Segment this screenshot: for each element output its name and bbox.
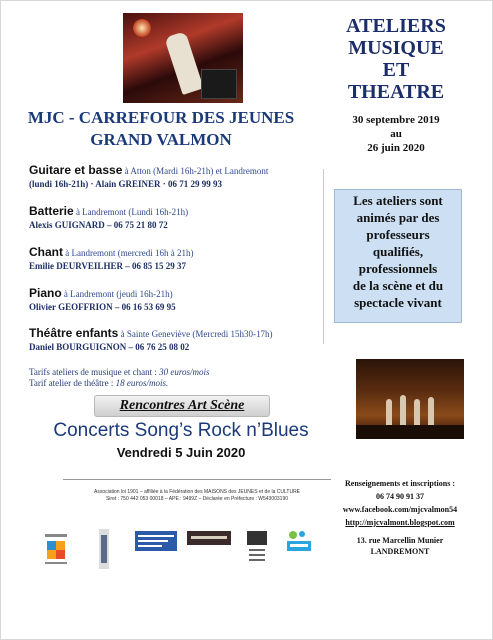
event-banner: Rencontres Art Scène: [94, 395, 270, 417]
partner-logo-vertical: [97, 529, 111, 569]
actor-figure: [400, 395, 406, 425]
atelier-contact: Alexis GUIGNARD – 06 75 21 80 72: [29, 220, 168, 230]
partner-logo-la-fede: [41, 531, 71, 567]
contact-phone: 06 74 90 91 37: [376, 492, 424, 501]
atelier-name: Piano: [29, 286, 62, 300]
info-line: spectacle vivant: [354, 295, 442, 310]
pricing-theatre: [29, 378, 329, 389]
info-line: professeurs: [366, 227, 430, 242]
blog-link[interactable]: http://mjcvalmont.blogspot.com: [345, 518, 455, 527]
atelier-entry: [29, 205, 329, 232]
contact-block: [335, 477, 465, 529]
atelier-contact: Olivier GEOFFRION – 06 16 53 69 95: [29, 302, 176, 312]
title-line: ET: [382, 59, 410, 81]
info-line: Les ateliers sont: [353, 193, 443, 208]
atelier-name: Batterie: [29, 204, 74, 218]
organizer-name: [11, 107, 311, 151]
concerts-title: Concerts Song’s Rock n’Blues: [53, 420, 309, 441]
atelier-detail: à Landremont (jeudi 16h-21h): [63, 289, 173, 299]
atelier-detail: à Atton (Mardi 16h-21h) et Landremont: [124, 166, 269, 176]
title-line: MUSIQUE: [348, 37, 444, 59]
facebook-link[interactable]: www.facebook.com/mjcvalmon54: [342, 505, 458, 514]
address-block: [335, 535, 465, 557]
pricing-music: [29, 367, 329, 378]
atelier-entry: [29, 287, 329, 314]
partner-logo-pel: [285, 529, 313, 553]
contact-label: Renseignements et inscriptions :: [345, 479, 455, 488]
info-line: qualifiés,: [372, 244, 424, 259]
guitarist-figure: [164, 31, 203, 95]
pricing-music-label: Tarifs ateliers de musique et chant :: [29, 367, 160, 377]
pricing-theatre-label: Tarif atelier de théâtre :: [29, 378, 116, 388]
stage-light: [133, 19, 151, 37]
address-town: LANDREMONT: [370, 547, 430, 556]
date-end: 26 juin 2020: [367, 142, 425, 154]
title-line: THEATRE: [347, 81, 445, 103]
mjc-line: GRAND VALMON: [90, 130, 232, 149]
actor-figure: [428, 397, 434, 425]
date-separator: au: [390, 128, 402, 140]
atelier-entry: [29, 246, 329, 273]
association-info: [63, 489, 331, 503]
info-box: [334, 189, 462, 323]
info-line: de la scène et du: [352, 278, 444, 293]
association-line: Siret : 750 442 053 00018 – APE : 9499Z – Déclarée en Préfecture : W543003190: [105, 496, 289, 502]
actor-figure: [386, 399, 392, 425]
pricing-theatre-value: 18 euros/mois.: [115, 378, 169, 388]
atelier-name: Chant: [29, 245, 63, 259]
atelier-contact: Emilie DEURVEILHER – 06 85 15 29 37: [29, 261, 186, 271]
address-street: 13. rue Marcellin Munier: [356, 536, 444, 545]
actor-figure: [414, 399, 420, 425]
column-divider: [323, 169, 324, 344]
pricing: [29, 367, 329, 389]
partner-logo-prefet: [244, 529, 270, 567]
theatre-photo: [356, 359, 464, 439]
atelier-name: Théâtre enfants: [29, 326, 119, 340]
mjc-line: MJC - CARREFOUR DES JEUNES: [27, 108, 295, 127]
amplifier: [201, 69, 237, 99]
stage-floor: [356, 425, 464, 439]
partner-logo-meurthe-moselle: [187, 531, 231, 545]
date-start: 30 septembre 2019: [352, 114, 440, 126]
atelier-detail: à Sainte Geneviève (Mercredi 15h30-17h): [120, 329, 273, 339]
atelier-detail: à Landremont (mercredi 16h à 21h): [65, 248, 194, 258]
atelier-detail: à Landremont (Lundi 16h-21h): [75, 207, 189, 217]
atelier-contact: Daniel BOURGUIGNON – 06 76 25 08 02: [29, 342, 190, 352]
info-line: professionnels: [358, 261, 438, 276]
event-date: Vendredi 5 Juin 2020: [116, 445, 246, 460]
association-line: Association loi 1901 – affiliée à la Fédération des MAISONS des JEUNES et de la CULTURE: [93, 489, 301, 495]
season-dates: [333, 113, 459, 155]
ateliers-title: [331, 15, 461, 103]
footer-divider: [63, 479, 331, 480]
atelier-entry: [29, 164, 329, 191]
atelier-name: Guitare et basse: [29, 163, 123, 177]
atelier-contact: (lundi 16h-21h) · Alain GREINER · 06 71 29 99 93: [29, 179, 223, 189]
info-line: animés par des: [356, 210, 440, 225]
pricing-music-value: 30 euros/mois: [159, 367, 210, 377]
partner-logo-departement: [135, 531, 177, 551]
concert-photo: [123, 13, 243, 103]
atelier-entry: [29, 327, 329, 354]
title-line: ATELIERS: [346, 15, 446, 37]
